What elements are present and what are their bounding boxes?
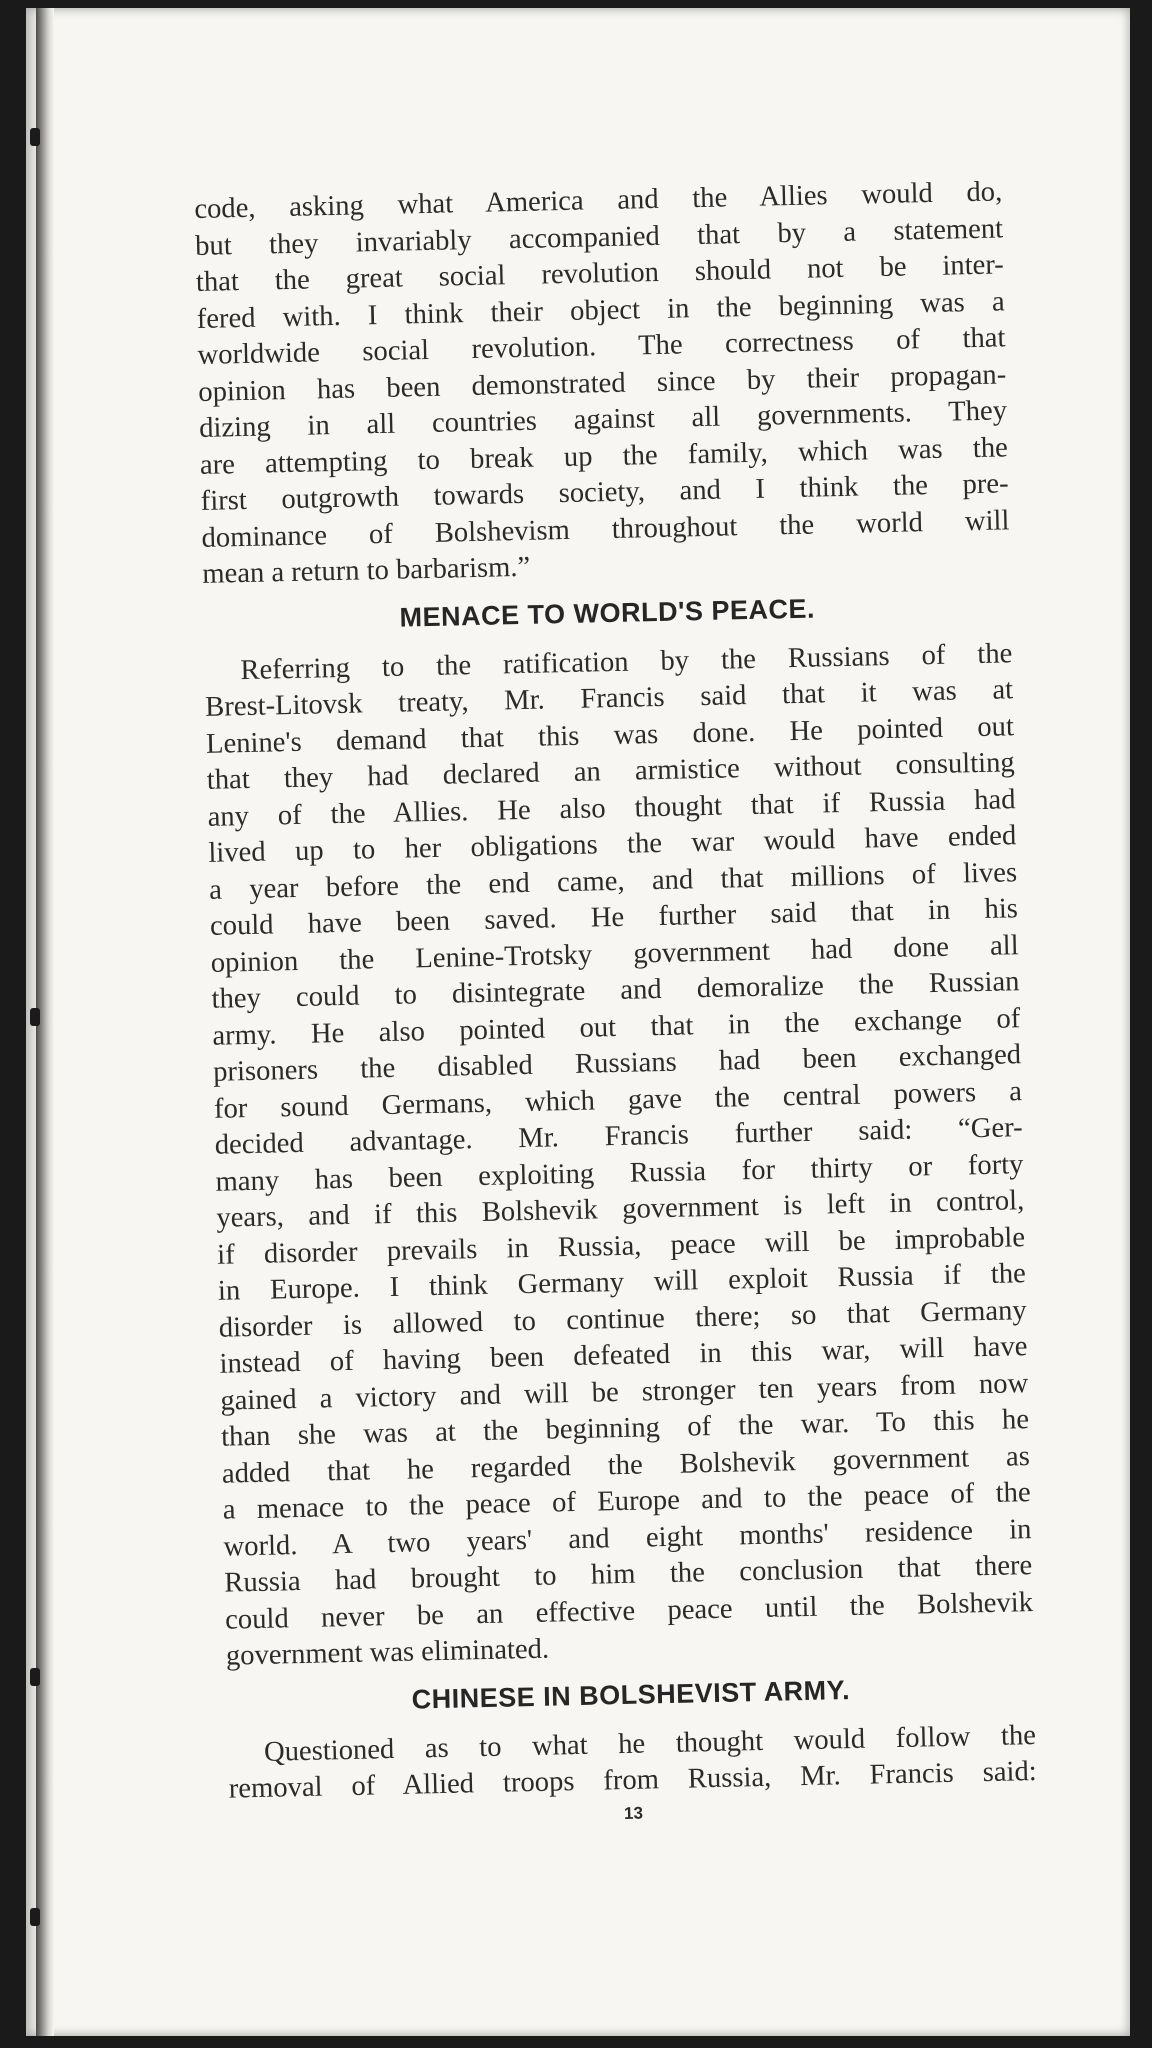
text-line: if disorder prevails in Russia, peace will be improbable (216, 1221, 1026, 1271)
text-line: are attempting to break up the family, which was the (199, 431, 1009, 481)
text-line: than she was at the beginning of the war. To this he (220, 1404, 1030, 1453)
text-line: disorder is allowed to continue there; so that Germany (218, 1294, 1027, 1344)
text-line: they could to disintegrate and demoralize the Russian (211, 966, 1020, 1015)
text-line: government was eliminated. (225, 1633, 550, 1672)
text-line: fered with. I think their object in the beginning was a (196, 285, 1005, 335)
text-line: gained a victory and will be stronger ten years from now (220, 1367, 1029, 1417)
text-line: Russia had brought to him the conclusion that there (224, 1550, 1033, 1599)
text-line: opinion has been demonstrated since by their propagan- (198, 358, 1007, 408)
text-line: a year before the end came, and that millions of lives (208, 856, 1018, 906)
text-line: army. He also pointed out that in the exchange of (212, 1002, 1021, 1052)
text-line: in Europe. I think Germany will exploit Russia if the (217, 1258, 1027, 1307)
text-line: mean a return to barbarism.” (202, 551, 531, 590)
section-heading-chinese: CHINESE IN BOLSHEVIST ARMY. (411, 1674, 851, 1715)
text-line: years, and if this Bolshevik government is left in control, (216, 1185, 1025, 1234)
book-page (26, 8, 1130, 2036)
text-line: removal of Allied troops from Russia, Mr. Francis said: (228, 1755, 1037, 1805)
text-line: Referring to the ratification by the Russians of the (240, 637, 1013, 686)
text-line: dominance of Bolshevism throughout the world will (201, 504, 1010, 554)
text-line: that they had declared an armistice without consulting (206, 747, 1015, 796)
text-line: prisoners the disabled Russians had been exchanged (212, 1039, 1022, 1088)
text-line: but they invariably accompanied that by a statement (194, 212, 1004, 262)
page-text-block (194, 174, 1038, 1834)
text-line: decided advantage. Mr. Francis further said: “Ger- (214, 1112, 1023, 1161)
text-line: world. A two years' and eight months' residence in (223, 1513, 1032, 1563)
text-line: could never be an effective peace until the Bolshevik (224, 1586, 1034, 1636)
text-line: dizing in all countries against all governments. They (198, 395, 1008, 444)
text-line: Brest-Litovsk treaty, Mr. Francis said that it was at (204, 674, 1014, 723)
paragraph-menace (204, 636, 1034, 1675)
paragraph-continued (194, 174, 1011, 593)
text-line: could have been saved. He further said that in his (209, 893, 1019, 942)
text-line: any of the Allies. He also thought that if Russia had (207, 783, 1016, 833)
text-line: code, asking what America and the Allies would do, (194, 176, 1003, 225)
text-line: Questioned as to what he thought would follow the (263, 1719, 1037, 1768)
text-line: first outgrowth towards society, and I think the pre- (200, 468, 1009, 517)
text-line: for sound Germans, which gave the central powers a (213, 1075, 1023, 1125)
binding-mark (30, 1008, 40, 1026)
section-heading-menace: MENACE TO WORLD'S PEACE. (399, 593, 816, 633)
binding-mark (30, 1668, 40, 1686)
text-line: lived up to her obligations the war would have ended (208, 820, 1017, 869)
binding-mark (30, 128, 40, 146)
text-line: worldwide social revolution. The correctness of that (197, 322, 1006, 371)
page-number: 13 (623, 1803, 644, 1823)
text-line: instead of having been defeated in this war, will have (219, 1331, 1028, 1380)
text-line: Lenine's demand that this was done. He pointed out (205, 710, 1015, 760)
text-line: that the great social revolution should not be inter- (195, 249, 1005, 298)
text-line: a menace to the peace of Europe and to the peace of the (222, 1477, 1031, 1526)
text-line: added that he regarded the Bolshevik government as (221, 1440, 1031, 1490)
binding-mark (30, 1908, 40, 1926)
text-line: many has been exploiting Russia for thirty or forty (215, 1148, 1024, 1198)
text-line: opinion the Lenine-Trotsky government had done all (210, 929, 1019, 979)
